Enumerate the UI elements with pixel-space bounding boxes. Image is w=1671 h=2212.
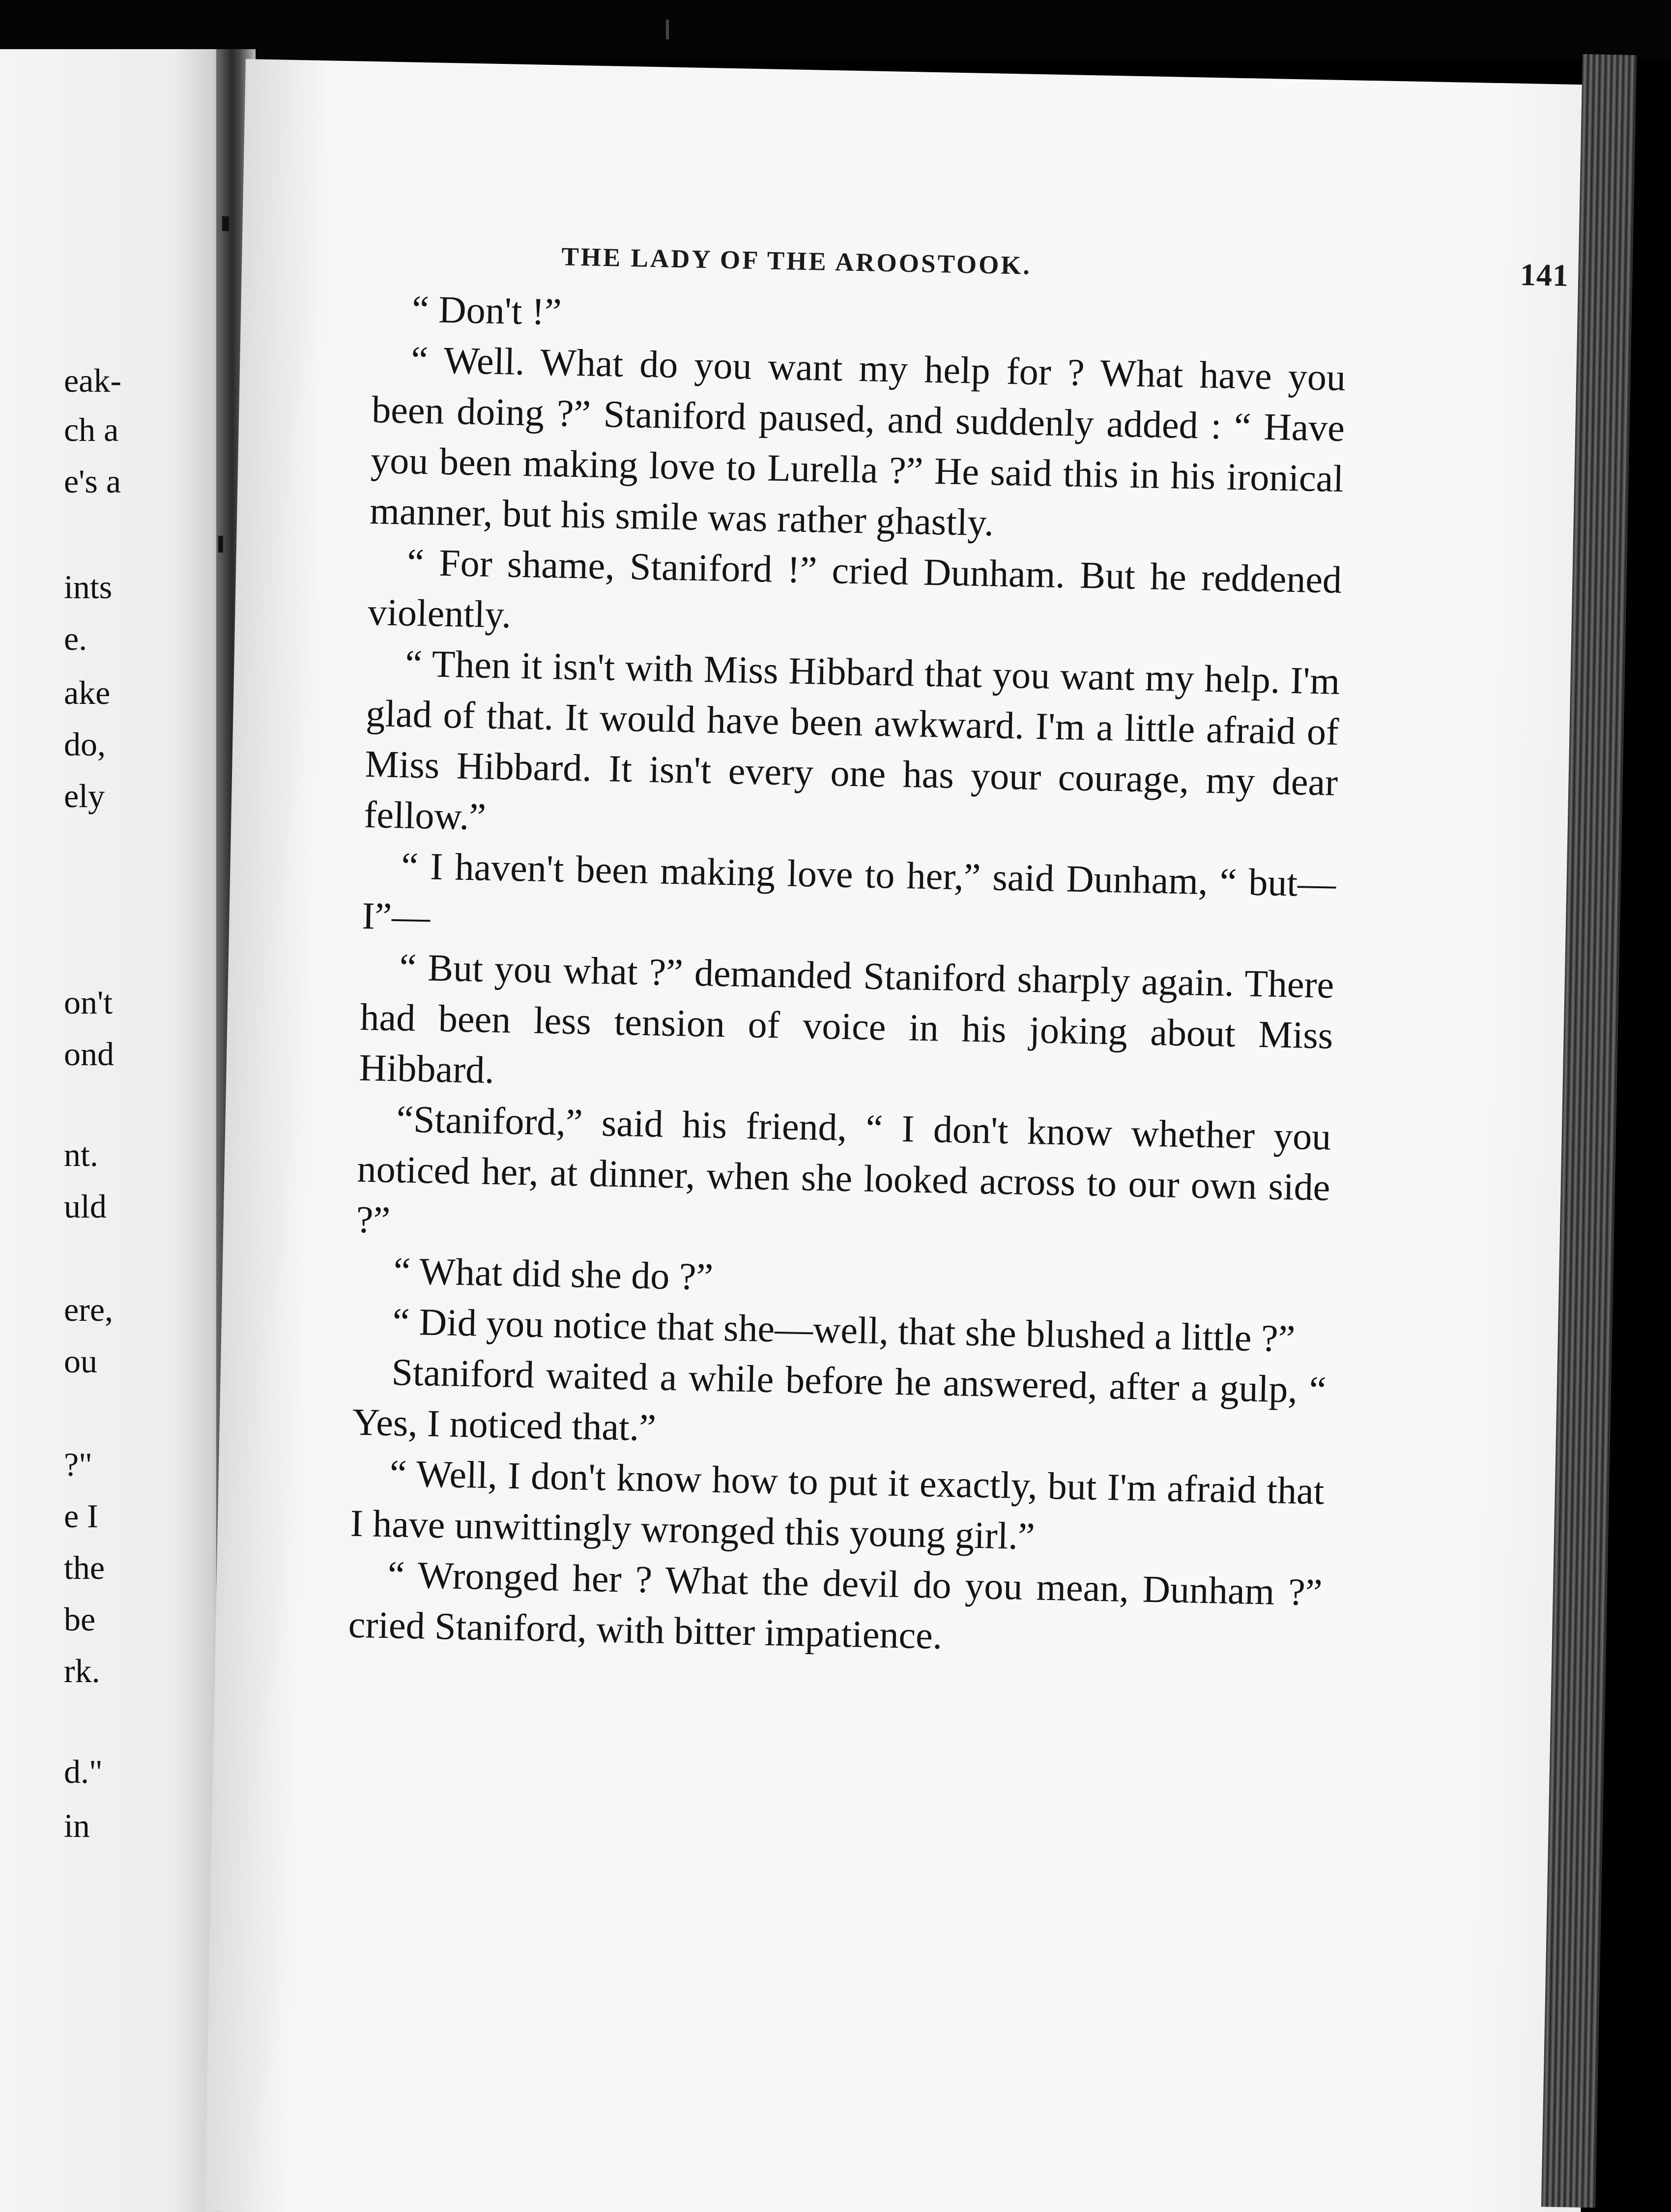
left-fragment: rk. bbox=[64, 1652, 100, 1689]
left-facing-page bbox=[0, 49, 231, 2212]
left-fragment: nt. bbox=[64, 1136, 98, 1173]
left-fragment: ake bbox=[64, 674, 111, 711]
left-fragment: in bbox=[64, 1807, 90, 1844]
paragraph: “ Then it isn't with Miss Hibbard that you want my help. I'm glad of that. It would have been awkward. I'm a little afraid of Miss Hibbard. It isn't every one has your courage, my dear fellow.” bbox=[363, 641, 1340, 838]
paragraph: “ Well. What do you want my help for ? What have you been doing ?” Staniford paused, and suddenly added : “ Have you been making love to Lurella ?” He said this in his ironical manner, but his smile was rather ghastly. bbox=[369, 338, 1346, 544]
paragraph: “ But you what ?” demanded Staniford sharply again. There had been less tension of voice in his joking about Miss Hibbard. bbox=[358, 945, 1335, 1092]
scan-mark bbox=[222, 216, 229, 231]
left-fragment: on't bbox=[64, 984, 113, 1021]
page-body-text bbox=[348, 283, 1347, 1668]
left-fragment: eak- bbox=[64, 362, 122, 399]
left-fragment: e. bbox=[64, 620, 87, 657]
paragraph: “ Wronged her ? What the devil do you mean, Dunham ?” cried Staniford, with bitter impatience. bbox=[348, 1553, 1323, 1657]
left-fragment: d." bbox=[64, 1753, 103, 1790]
running-head bbox=[561, 242, 1569, 293]
paragraph: “ I haven't been making love to her,” said Dunham, “ but—I”— bbox=[361, 844, 1337, 938]
left-fragment: ch a bbox=[64, 411, 119, 448]
paragraph: “ Well, I don't know how to put it exactly, but I'm afraid that I have unwittingly wronged this young girl.” bbox=[350, 1452, 1325, 1558]
scan-mark bbox=[666, 20, 669, 39]
paragraph: “ Don't !” bbox=[411, 287, 562, 333]
paragraph: “ For shame, Staniford !” cried Dunham. But he reddened violently. bbox=[367, 540, 1342, 636]
scan-mark bbox=[218, 536, 223, 553]
page-number: 141 bbox=[1520, 257, 1569, 293]
left-fragment: the bbox=[64, 1549, 105, 1586]
running-head-title: THE LADY OF THE AROOSTOOK. bbox=[561, 242, 1032, 280]
paragraph: “ What did she do ?” bbox=[393, 1249, 714, 1298]
left-fragment: ond bbox=[64, 1035, 114, 1073]
left-fragment: ely bbox=[64, 777, 105, 815]
right-book-page bbox=[204, 59, 1622, 2212]
left-fragment: uld bbox=[64, 1188, 107, 1225]
paragraph: Staniford waited a while before he answered, after a gulp, “ Yes, I noticed that.” bbox=[351, 1350, 1327, 1449]
left-fragment: ints bbox=[64, 568, 113, 606]
left-fragment: e I bbox=[64, 1497, 98, 1535]
left-fragment: ere, bbox=[64, 1291, 114, 1328]
left-fragment: be bbox=[64, 1601, 96, 1638]
left-fragment: do, bbox=[64, 726, 106, 763]
left-page-fragments bbox=[0, 49, 226, 2212]
paragraph: “ Did you notice that she—well, that she blushed a little ?” bbox=[392, 1300, 1296, 1360]
left-fragment: ou bbox=[64, 1342, 97, 1380]
left-fragment: e's a bbox=[64, 463, 121, 500]
paragraph: “Staniford,” said his friend, “ I don't know whether you noticed her, at dinner, when she looked across to our own side ?” bbox=[355, 1097, 1332, 1242]
left-fragment: ?" bbox=[64, 1446, 92, 1483]
